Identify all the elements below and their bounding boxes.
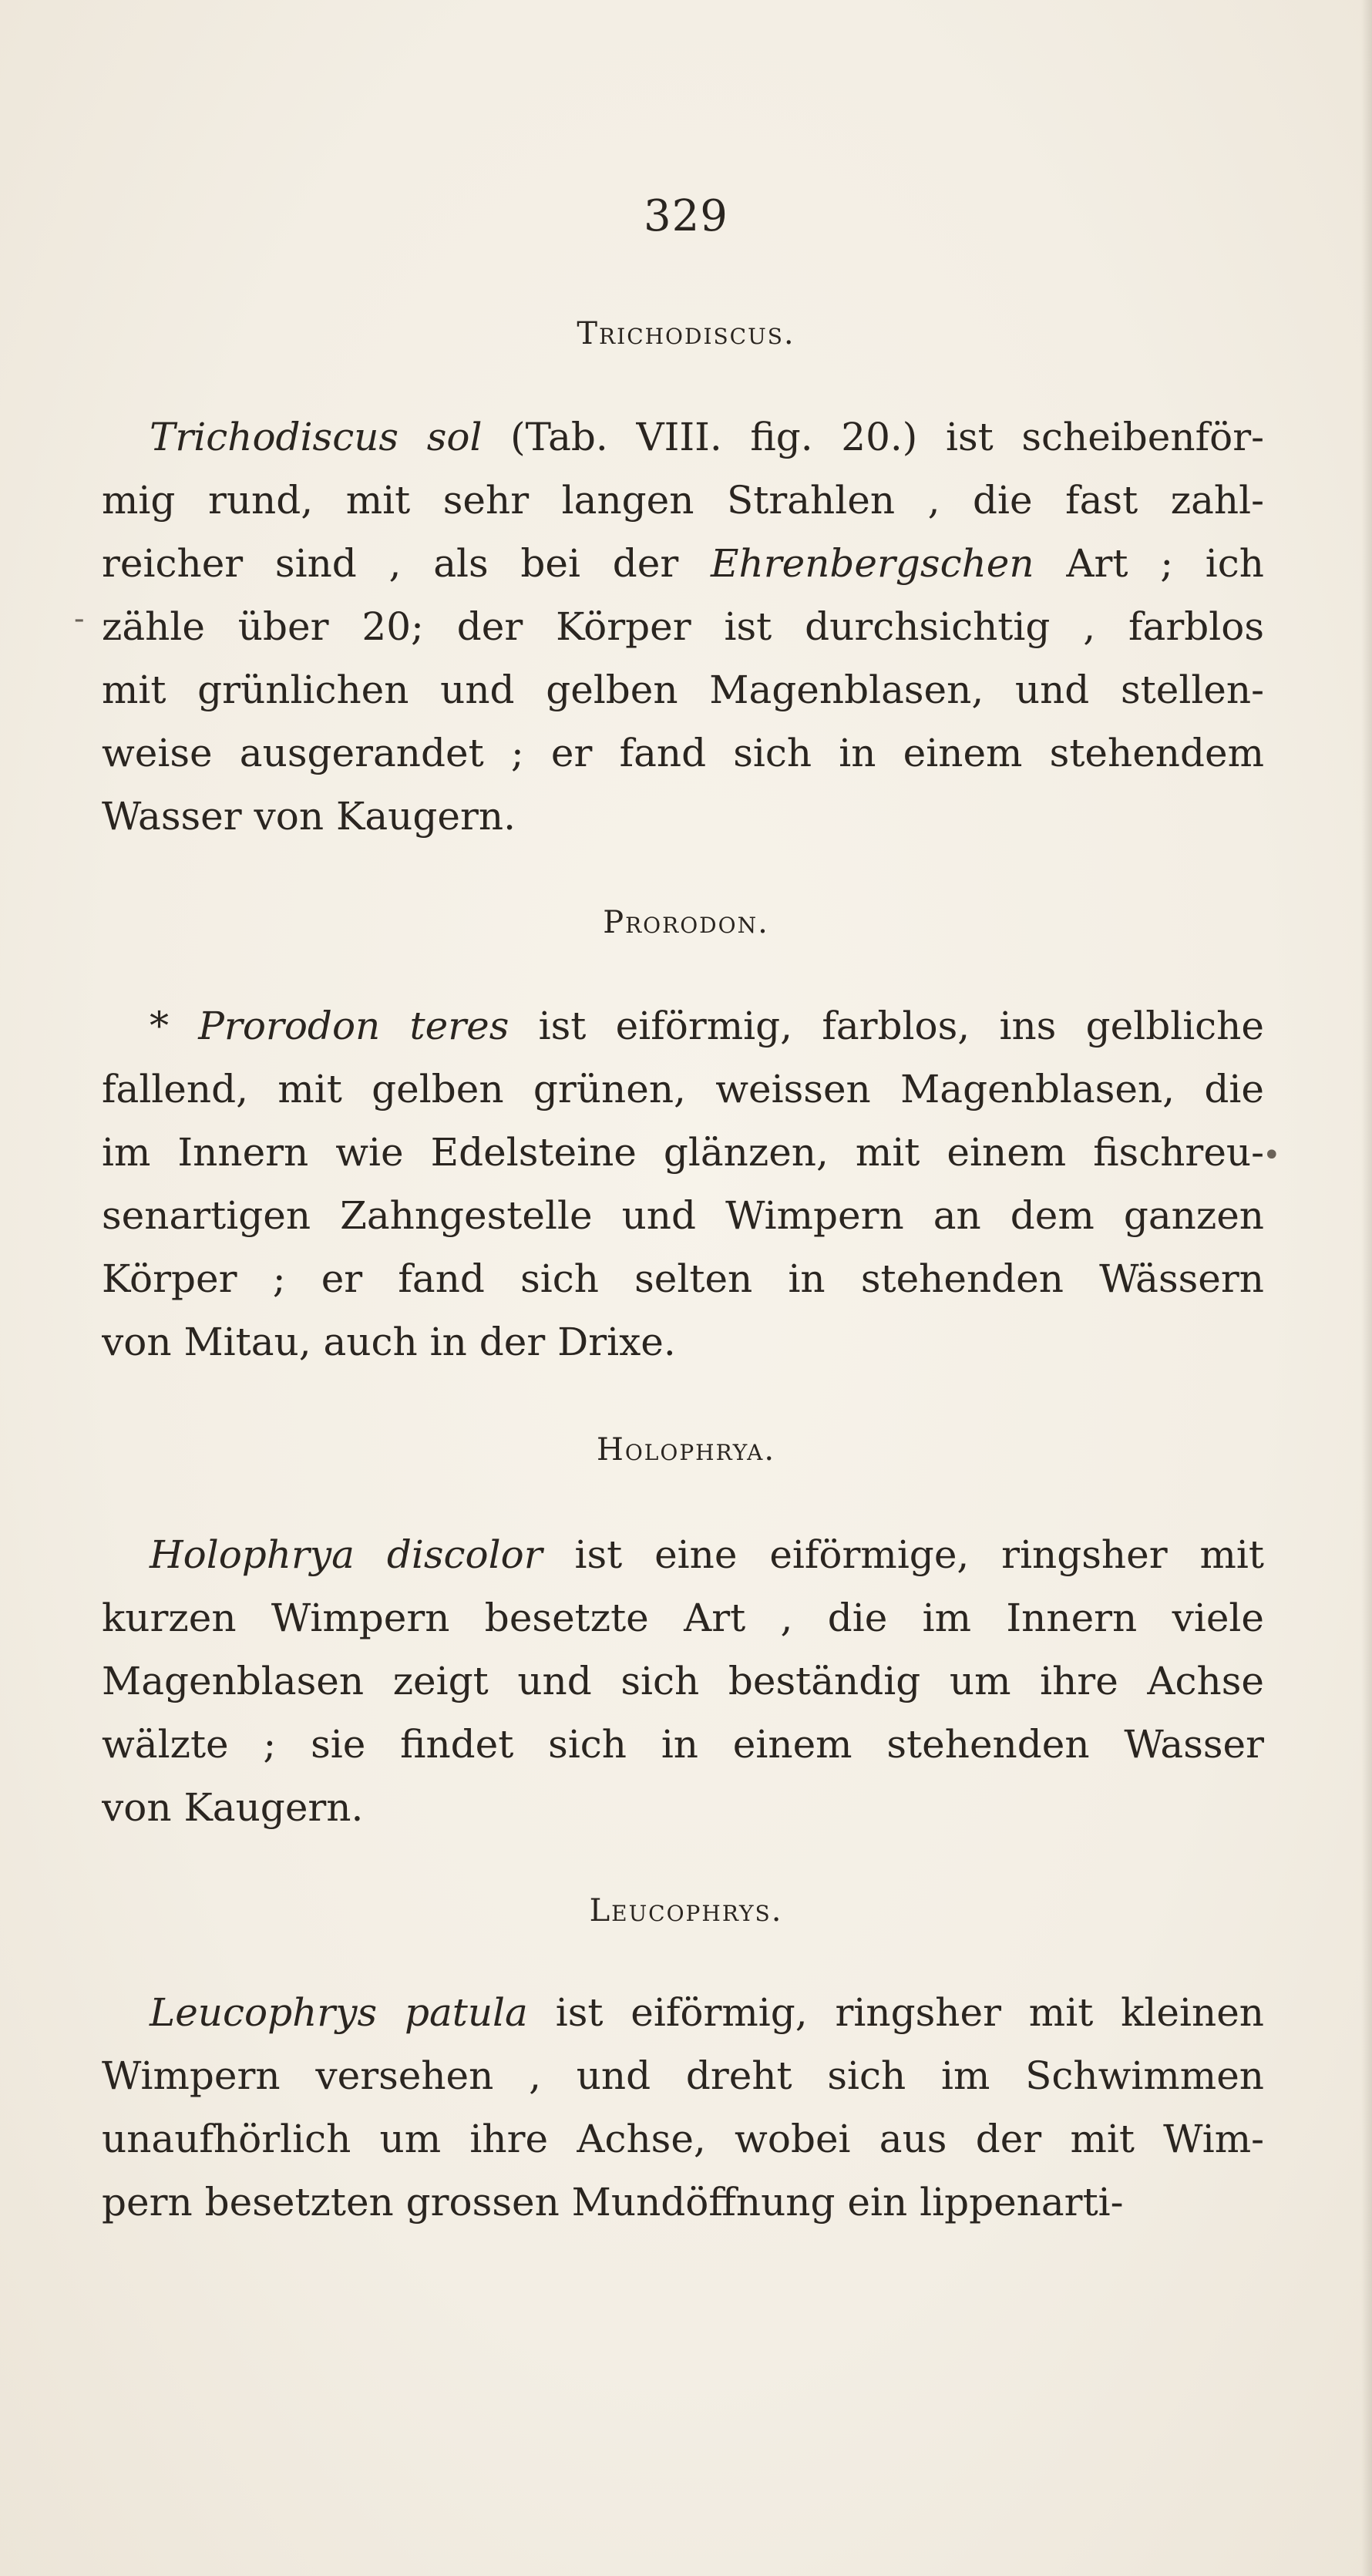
- text-line: [102, 405, 1264, 469]
- text-line: [102, 1776, 1264, 1839]
- text-run: von Kaugern.: [102, 1785, 364, 1830]
- text-line: [102, 1247, 1264, 1310]
- text-run: ist eiförmig, farblos, ins gelbliche: [509, 1004, 1264, 1048]
- text-line: [102, 2107, 1264, 2171]
- text-run: Art ; ich: [1034, 541, 1264, 586]
- text-run: reicher sind , als bei der: [102, 541, 711, 586]
- text-line: [102, 595, 1264, 658]
- paragraph-holophrya: [102, 1523, 1264, 1839]
- margin-mark: •: [1263, 1138, 1281, 1173]
- italic-term: Ehrenbergschen: [711, 541, 1034, 586]
- text-run: weise ausgerandet ; er fand sich in einem stehendem: [102, 731, 1264, 775]
- text-line: [102, 1523, 1264, 1586]
- text-line: [102, 721, 1264, 785]
- italic-term: Trichodiscus sol: [150, 415, 483, 459]
- italic-term: Leucophrys patula: [150, 1990, 528, 2035]
- text-line: [102, 658, 1264, 721]
- page-number: 329: [644, 191, 728, 241]
- section-heading-holophrya: Holophrya.: [596, 1432, 776, 1468]
- page-edge-shadow: [1361, 0, 1372, 2576]
- text-line: [102, 532, 1264, 595]
- text-line: [102, 2044, 1264, 2107]
- text-run: ist eine eiförmige, ringsher mit: [542, 1532, 1264, 1577]
- italic-term: Prorodon teres: [198, 1004, 509, 1048]
- text-run: fallend, mit gelben grünen, weissen Magenblasen, die: [102, 1067, 1264, 1111]
- text-run: kurzen Wimpern besetzte Art , die im Innern viele: [102, 1596, 1264, 1640]
- text-line: [102, 1058, 1264, 1121]
- text-line: [102, 1586, 1264, 1650]
- paragraph-trichodiscus: [102, 405, 1264, 848]
- text-run: mit grünlichen und gelben Magenblasen, und stellen-: [102, 668, 1264, 712]
- paragraph-prorodon: [102, 994, 1264, 1374]
- text-run: senartigen Zahngestelle und Wimpern an dem ganzen: [102, 1193, 1264, 1238]
- text-run: pern besetzten grossen Mundöffnung ein lippenarti-: [102, 2180, 1124, 2225]
- text-run: Wasser von Kaugern.: [102, 794, 516, 839]
- text-line: [102, 994, 1264, 1058]
- text-line: [102, 785, 1264, 848]
- text-run: wälzte ; sie findet sich in einem stehenden Wasser: [102, 1722, 1264, 1767]
- text-run: Körper ; er fand sich selten in stehenden Wässern: [102, 1256, 1264, 1301]
- text-run: Magenblasen zeigt und sich beständig um ihre Achse: [102, 1659, 1264, 1703]
- text-run: ist eiförmig, ringsher mit kleinen: [527, 1990, 1264, 2035]
- paragraph-leucophrys: [102, 1981, 1264, 2234]
- text-line: [102, 1121, 1264, 1184]
- italic-term: Holophrya discolor: [150, 1532, 543, 1577]
- text-line: [102, 1310, 1264, 1374]
- text-line: [102, 1981, 1264, 2044]
- text-run: im Innern wie Edelsteine glänzen, mit einem fischreu-: [102, 1130, 1264, 1175]
- text-run: *: [150, 1004, 199, 1048]
- text-line: [102, 1184, 1264, 1247]
- text-run: mig rund, mit sehr langen Strahlen , die fast zahl-: [102, 478, 1264, 523]
- section-heading-leucophrys: Leucophrys.: [589, 1893, 783, 1929]
- section-heading-trichodiscus: Trichodiscus.: [577, 316, 795, 351]
- text-run: unaufhörlich um ihre Achse, wobei aus der mit Wim-: [102, 2117, 1264, 2161]
- text-run: Wimpern versehen , und dreht sich im Schwimmen: [102, 2053, 1264, 2098]
- text-line: [102, 1650, 1264, 1713]
- text-line: [102, 2171, 1264, 2234]
- text-line: [102, 1713, 1264, 1776]
- text-run: zähle über 20; der Körper ist durchsichtig , farblos: [102, 604, 1264, 649]
- section-heading-prorodon: Prorodon.: [603, 905, 769, 940]
- text-line: [102, 469, 1264, 532]
- text-run: von Mitau, auch in der Drixe.: [102, 1320, 676, 1364]
- margin-mark: -: [74, 601, 85, 637]
- text-run: (Tab. VIII. fig. 20.) ist scheibenför-: [482, 415, 1264, 459]
